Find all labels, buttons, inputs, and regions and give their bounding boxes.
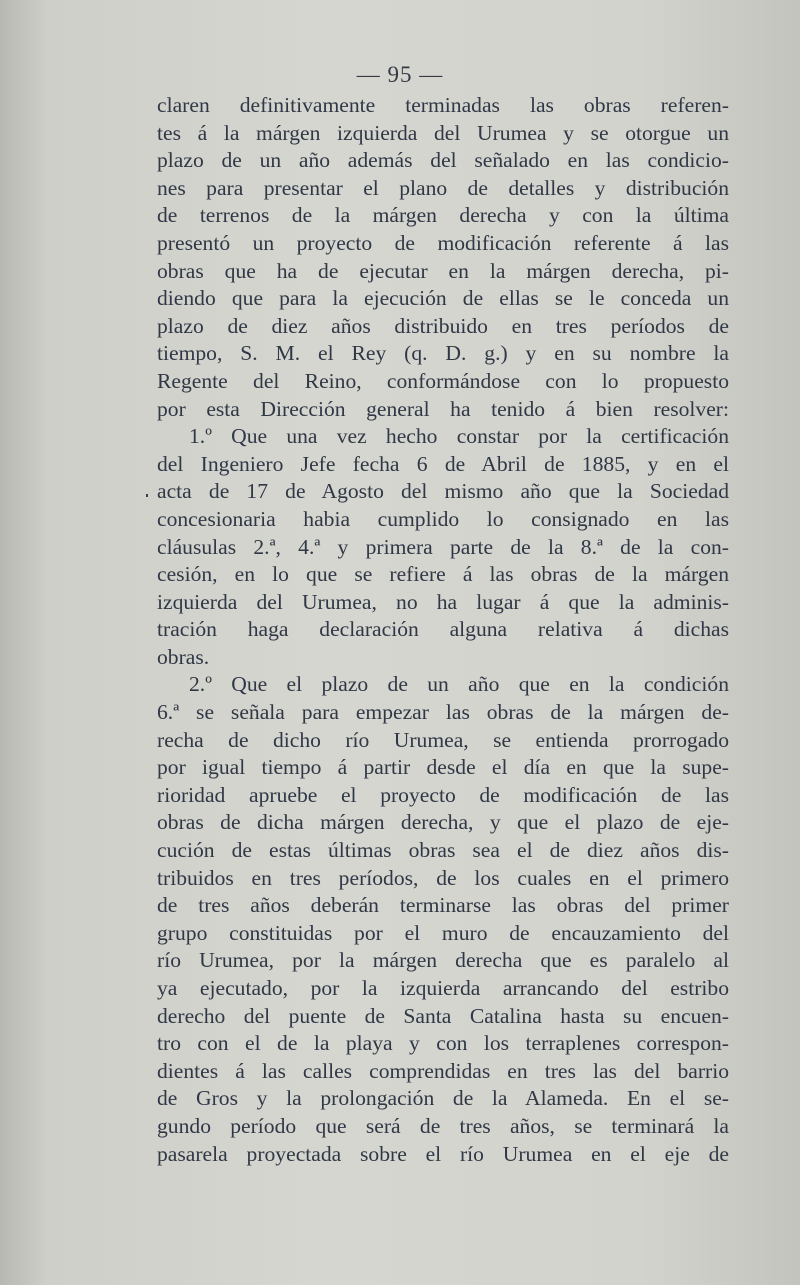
text-line: tribuidos en tres períodos, de los cuales en el primero <box>157 865 729 890</box>
text-line: plazo de un año además del señalado en las condicio- <box>157 148 729 173</box>
text-line: cución de estas últimas obras sea el de diez años dis- <box>157 838 729 863</box>
text-line: tes á la márgen izquierda del Urumea y se otorgue un <box>157 120 729 145</box>
text-line: cláusulas 2.ª, 4.ª y primera parte de la 8.ª de la con- <box>157 534 729 559</box>
text-line: ya ejecutado, por la izquierda arrancando del estribo <box>157 976 729 1000</box>
text-line: 1.º Que una vez hecho constar por la certificación <box>189 424 729 449</box>
text-line: por igual tiempo á partir desde el día en que la supe- <box>157 755 729 780</box>
text-line: presentó un proyecto de modificación referente á las <box>157 230 729 255</box>
text-line: diendo que para la ejecución de ellas se le conceda un <box>157 286 729 311</box>
text-line: 6.ª se señala para empezar las obras de la márgen de- <box>157 700 729 725</box>
text-line: del Ingeniero Jefe fecha 6 de Abril de 1885, y en el <box>157 451 729 476</box>
text-line: de Gros y la prolongación de la Alameda. En el se- <box>157 1086 729 1111</box>
text-line: nes para presentar el plano de detalles y distribución <box>157 175 729 200</box>
text-line: pasarela proyectada sobre el río Urumea en el eje de <box>157 1141 729 1166</box>
text-line: de terrenos de la márgen derecha y con la última <box>157 203 729 228</box>
text-line: acta de 17 de Agosto del mismo año que la Sociedad <box>157 479 729 504</box>
text-line: obras que ha de ejecutar en la márgen derecha, pi- <box>157 258 729 283</box>
text-line: por esta Dirección general ha tenido á bien resolver: <box>157 396 729 421</box>
text-line: obras. <box>157 644 210 669</box>
text-line: Regente del Reino, conformándose con lo propuesto <box>157 368 729 393</box>
text-line: derecho del puente de Santa Catalina hasta su encuen- <box>157 1003 729 1028</box>
text-line: rioridad apruebe el proyecto de modificación de las <box>157 782 729 807</box>
text-line: claren definitivamente terminadas las obras referen- <box>157 93 729 117</box>
text-line: tración haga declaración alguna relativa á dichas <box>157 617 729 642</box>
text-line: 2.º Que el plazo de un año que en la condición <box>189 672 729 697</box>
margin-mark <box>146 494 148 497</box>
text-line: gundo período que será de tres años, se terminará la <box>157 1113 729 1138</box>
body-text <box>157 92 729 1168</box>
text-line: concesionaria habia cumplido lo consignado en las <box>157 506 729 531</box>
text-line: grupo constituidas por el muro de encauzamiento del <box>157 920 729 945</box>
text-line: recha de dicho río Urumea, se entienda prorrogado <box>157 727 729 752</box>
text-line: cesión, en lo que se refiere á las obras de la márgen <box>157 562 729 587</box>
page-number: — 95 — <box>356 62 444 87</box>
text-line: dientes á las calles comprendidas en tres las del barrio <box>157 1058 729 1083</box>
text-line: tro con el de la playa y con los terraplenes correspon- <box>157 1031 729 1056</box>
text-line: tiempo, S. M. el Rey (q. D. g.) y en su nombre la <box>157 341 729 366</box>
text-line: plazo de diez años distribuido en tres períodos de <box>157 313 729 338</box>
text-line: obras de dicha márgen derecha, y que el plazo de eje- <box>157 810 729 835</box>
text-line: río Urumea, por la márgen derecha que es paralelo al <box>157 948 729 973</box>
text-line: izquierda del Urumea, no ha lugar á que la adminis- <box>157 589 729 614</box>
text-line: de tres años deberán terminarse las obras del primer <box>157 893 729 918</box>
